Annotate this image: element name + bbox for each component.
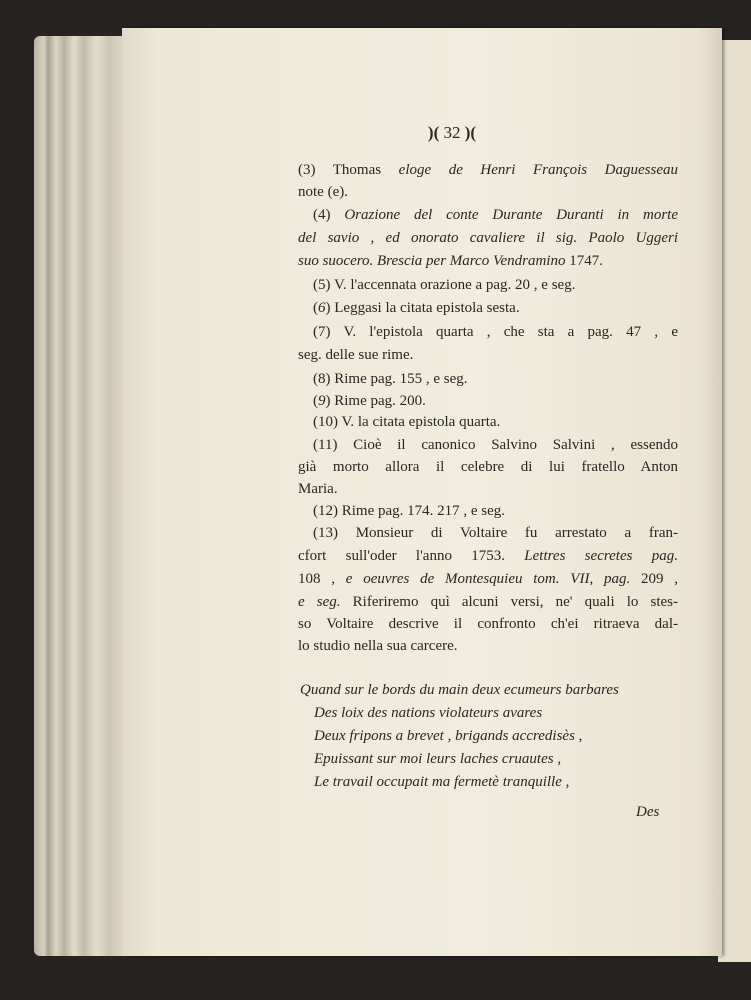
italic-text: 6 xyxy=(318,300,326,316)
page-number: 32 xyxy=(443,123,461,142)
footnote-line xyxy=(298,636,678,656)
ornament-right: )( xyxy=(464,123,477,142)
footnote-line xyxy=(313,205,678,225)
catchword: Des xyxy=(636,804,660,820)
footnote-line xyxy=(313,275,678,295)
italic-text: del savio , ed onorato cavaliere il sig. Paolo Uggeri xyxy=(298,230,678,246)
text: note (e). xyxy=(298,184,348,200)
text: so Voltaire descrive il confronto ch'ei ritraeva dal- xyxy=(298,616,678,632)
italic-text: Orazione del conte Durante Duranti in morte xyxy=(344,207,678,223)
verse-line: Quand sur le bords du main deux ecumeurs barbares xyxy=(300,682,619,698)
text: 209 , xyxy=(630,571,679,587)
footnote-line xyxy=(298,160,678,180)
text: (8) Rime pag. 155 , e seg. xyxy=(313,371,468,387)
text: ) Rime pag. 200. xyxy=(325,393,426,409)
verse-line: Deux fripons a brevet , brigands accredisès , xyxy=(314,728,583,744)
footnote-line xyxy=(313,298,678,318)
footnote-line xyxy=(313,523,678,543)
italic-text: e seg. xyxy=(298,594,341,610)
text: (11) Cioè il canonico Salvino Salvini , essendo xyxy=(313,437,678,453)
italic-text: e oeuvres de Montesquieu tom. VII, pag. xyxy=(345,571,631,587)
footnote-line xyxy=(298,228,678,248)
footnote-line xyxy=(298,479,678,499)
text: (7) V. l'epistola quarta , che sta a pag. 47 , e xyxy=(313,324,678,340)
page-edges xyxy=(34,36,134,956)
italic-text: 9 xyxy=(318,393,326,409)
text: ( xyxy=(313,393,318,409)
footnote-line xyxy=(313,391,678,411)
text: seg. delle sue rime. xyxy=(298,347,414,363)
verse-line: Le travail occupait ma fermetè tranquille , xyxy=(314,774,570,790)
italic-text: eloge de Henri François Daguesseau xyxy=(398,162,678,178)
text: (5) V. l'accennata orazione a pag. 20 , e seg. xyxy=(313,277,576,293)
text: ) Leggasi la citata epistola sesta. xyxy=(325,300,520,316)
text: 108 , xyxy=(298,571,346,587)
footnote-line xyxy=(298,592,678,612)
text: lo studio nella sua carcere. xyxy=(298,638,458,654)
footnote-line xyxy=(313,369,678,389)
footnote-line xyxy=(298,345,678,365)
ornament-left: )( xyxy=(427,123,440,142)
footnote-line xyxy=(313,501,678,521)
footnote-line xyxy=(298,546,678,566)
verse-line: Epuissant sur moi leurs laches cruautes , xyxy=(314,751,562,767)
page-header xyxy=(152,122,751,144)
verse-line: Des loix des nations violateurs avares xyxy=(314,705,543,721)
text: (4) xyxy=(313,207,345,223)
next-page-edge xyxy=(718,40,751,962)
text: (3) Thomas xyxy=(298,162,399,178)
footnote-line xyxy=(313,435,678,455)
text: ( xyxy=(313,300,318,316)
footnote-line xyxy=(298,457,678,477)
footnote-line xyxy=(298,614,678,634)
text: Maria. xyxy=(298,481,338,497)
text: (10) V. la citata epistola quarta. xyxy=(313,414,501,430)
text: cfort sull'oder l'anno 1753. xyxy=(298,548,525,564)
text: già morto allora il celebre di lui fratello Anton xyxy=(298,459,678,475)
footnote-line xyxy=(313,412,678,432)
italic-text: suo suocero. Brescia per Marco Vendramino xyxy=(298,253,566,269)
text: (13) Monsieur di Voltaire fu arrestato a fran- xyxy=(313,525,678,541)
text: Riferiremo quì alcuni versi, ne' quali lo stes- xyxy=(340,594,678,610)
footnote-line xyxy=(313,322,678,342)
italic-text: Lettres secretes pag. xyxy=(524,548,678,564)
footnote-line xyxy=(298,182,678,202)
text: (12) Rime pag. 174. 217 , e seg. xyxy=(313,503,506,519)
footnote-line xyxy=(298,569,678,589)
footnote-line xyxy=(298,251,678,271)
text: 1747. xyxy=(565,253,603,269)
